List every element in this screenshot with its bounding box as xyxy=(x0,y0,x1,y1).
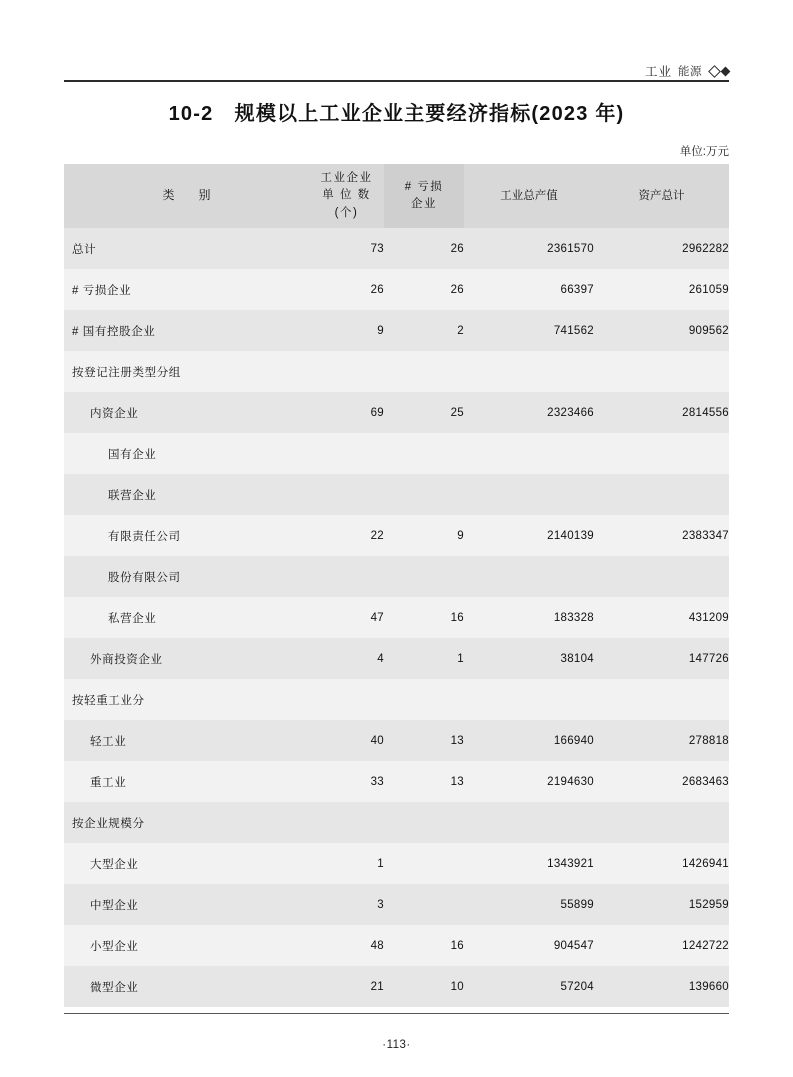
cell-loss: 26 xyxy=(384,228,464,269)
cell-loss: 16 xyxy=(384,597,464,638)
col-header-category: 类 别 xyxy=(64,164,309,228)
cell-unit-count: 21 xyxy=(309,966,384,1007)
header-subsection: 能源 xyxy=(678,66,702,78)
table-row xyxy=(64,310,729,351)
table-row xyxy=(64,679,729,720)
col-header-loss-enterprises xyxy=(384,164,464,228)
cell-gross-output xyxy=(464,433,594,474)
cell-total-assets: 261059 xyxy=(594,269,729,310)
cell-loss xyxy=(384,556,464,597)
table-row xyxy=(64,802,729,843)
cell-unit-count: 22 xyxy=(309,515,384,556)
cell-loss: 1 xyxy=(384,638,464,679)
col-header-unit-count-line1: 工业企业 xyxy=(320,172,373,185)
cell-total-assets: 1426941 xyxy=(594,843,729,884)
cell-gross-output: 66397 xyxy=(464,269,594,310)
row-label: 联营企业 xyxy=(64,474,309,515)
cell-loss: 25 xyxy=(384,392,464,433)
table-row xyxy=(64,351,729,392)
row-label: 私营企业 xyxy=(64,597,309,638)
cell-loss xyxy=(384,679,464,720)
cell-unit-count: 73 xyxy=(309,228,384,269)
cell-unit-count xyxy=(309,433,384,474)
cell-gross-output xyxy=(464,474,594,515)
cell-unit-count xyxy=(309,351,384,392)
cell-loss: 26 xyxy=(384,269,464,310)
cell-unit-count: 33 xyxy=(309,761,384,802)
cell-total-assets xyxy=(594,351,729,392)
row-label: 按登记注册类型分组 xyxy=(64,351,309,392)
row-label: 重工业 xyxy=(64,761,309,802)
cell-unit-count xyxy=(309,679,384,720)
cell-total-assets: 147726 xyxy=(594,638,729,679)
cell-total-assets: 2383347 xyxy=(594,515,729,556)
cell-loss xyxy=(384,884,464,925)
cell-loss xyxy=(384,843,464,884)
cell-loss xyxy=(384,474,464,515)
table-row xyxy=(64,269,729,310)
row-label: 按轻重工业分 xyxy=(64,679,309,720)
row-label: 内资企业 xyxy=(64,392,309,433)
cell-total-assets xyxy=(594,802,729,843)
col-header-unit-count-line2: 单 位 数 xyxy=(322,189,371,202)
cell-gross-output: 183328 xyxy=(464,597,594,638)
cell-unit-count: 26 xyxy=(309,269,384,310)
cell-gross-output: 166940 xyxy=(464,720,594,761)
table-row xyxy=(64,638,729,679)
cell-total-assets: 152959 xyxy=(594,884,729,925)
cell-gross-output: 2140139 xyxy=(464,515,594,556)
running-header xyxy=(64,62,729,80)
cell-gross-output: 2361570 xyxy=(464,228,594,269)
col-header-gross-output: 工业总产值 xyxy=(464,164,594,228)
table-row xyxy=(64,966,729,1007)
col-header-loss-line1: # 亏损 xyxy=(404,180,444,193)
cell-gross-output: 55899 xyxy=(464,884,594,925)
table-row xyxy=(64,925,729,966)
cell-loss xyxy=(384,802,464,843)
statistics-table xyxy=(64,164,729,1007)
cell-loss: 9 xyxy=(384,515,464,556)
cell-loss: 13 xyxy=(384,761,464,802)
col-header-unit-count-line3: (个) xyxy=(334,206,359,219)
row-label: 股份有限公司 xyxy=(64,556,309,597)
row-label: 中型企业 xyxy=(64,884,309,925)
cell-gross-output xyxy=(464,351,594,392)
cell-unit-count xyxy=(309,556,384,597)
cell-unit-count: 9 xyxy=(309,310,384,351)
row-label: 国有企业 xyxy=(64,433,309,474)
table-row xyxy=(64,761,729,802)
cell-total-assets xyxy=(594,679,729,720)
cell-loss xyxy=(384,433,464,474)
table-row xyxy=(64,474,729,515)
cell-total-assets: 278818 xyxy=(594,720,729,761)
cell-gross-output xyxy=(464,679,594,720)
cell-gross-output: 57204 xyxy=(464,966,594,1007)
cell-total-assets xyxy=(594,474,729,515)
table-row xyxy=(64,884,729,925)
header-diamond-ornament xyxy=(710,67,729,76)
page-title: 10-2 规模以上工业企业主要经济指标(2023 年) xyxy=(168,103,625,125)
row-label: 轻工业 xyxy=(64,720,309,761)
cell-unit-count: 69 xyxy=(309,392,384,433)
row-label: # 亏损企业 xyxy=(64,269,309,310)
cell-loss: 13 xyxy=(384,720,464,761)
row-label: 外商投资企业 xyxy=(64,638,309,679)
cell-loss: 10 xyxy=(384,966,464,1007)
cell-loss xyxy=(384,351,464,392)
header-divider xyxy=(64,80,729,82)
cell-gross-output xyxy=(464,556,594,597)
table-bottom-divider xyxy=(64,1013,729,1014)
cell-unit-count: 47 xyxy=(309,597,384,638)
cell-total-assets: 431209 xyxy=(594,597,729,638)
table-row xyxy=(64,720,729,761)
table-header-row xyxy=(64,164,729,228)
table-header xyxy=(64,164,729,228)
cell-gross-output: 741562 xyxy=(464,310,594,351)
table-row xyxy=(64,515,729,556)
cell-total-assets: 2814556 xyxy=(594,392,729,433)
cell-unit-count: 40 xyxy=(309,720,384,761)
cell-total-assets xyxy=(594,556,729,597)
cell-gross-output xyxy=(464,802,594,843)
row-label: 小型企业 xyxy=(64,925,309,966)
table-row xyxy=(64,556,729,597)
diamond-solid-icon xyxy=(721,66,731,76)
cell-gross-output: 2323466 xyxy=(464,392,594,433)
cell-unit-count: 1 xyxy=(309,843,384,884)
table-row xyxy=(64,433,729,474)
row-label: 大型企业 xyxy=(64,843,309,884)
table-row xyxy=(64,392,729,433)
col-header-total-assets: 资产总计 xyxy=(594,164,729,228)
cell-loss: 2 xyxy=(384,310,464,351)
cell-total-assets: 909562 xyxy=(594,310,729,351)
header-section: 工业 xyxy=(644,65,672,79)
col-header-loss-line2: 企业 xyxy=(411,198,437,210)
cell-gross-output: 38104 xyxy=(464,638,594,679)
cell-gross-output: 904547 xyxy=(464,925,594,966)
table-row xyxy=(64,843,729,884)
table-row xyxy=(64,597,729,638)
cell-unit-count: 4 xyxy=(309,638,384,679)
cell-unit-count xyxy=(309,474,384,515)
cell-unit-count: 48 xyxy=(309,925,384,966)
row-label: 总计 xyxy=(64,228,309,269)
cell-loss: 16 xyxy=(384,925,464,966)
diamond-outline-icon xyxy=(708,65,721,78)
cell-total-assets: 1242722 xyxy=(594,925,729,966)
row-label: 有限责任公司 xyxy=(64,515,309,556)
page-number: ·113· xyxy=(382,1039,411,1051)
table-body xyxy=(64,228,729,1007)
cell-gross-output: 2194630 xyxy=(464,761,594,802)
table-row xyxy=(64,228,729,269)
cell-unit-count xyxy=(309,802,384,843)
cell-total-assets: 2683463 xyxy=(594,761,729,802)
cell-total-assets: 2962282 xyxy=(594,228,729,269)
cell-total-assets: 139660 xyxy=(594,966,729,1007)
cell-unit-count: 3 xyxy=(309,884,384,925)
cell-total-assets xyxy=(594,433,729,474)
row-label: 按企业规模分 xyxy=(64,802,309,843)
cell-gross-output: 1343921 xyxy=(464,843,594,884)
row-label: # 国有控股企业 xyxy=(64,310,309,351)
col-header-unit-count xyxy=(309,164,384,228)
unit-note: 单位:万元 xyxy=(679,146,729,158)
row-label: 微型企业 xyxy=(64,966,309,1007)
